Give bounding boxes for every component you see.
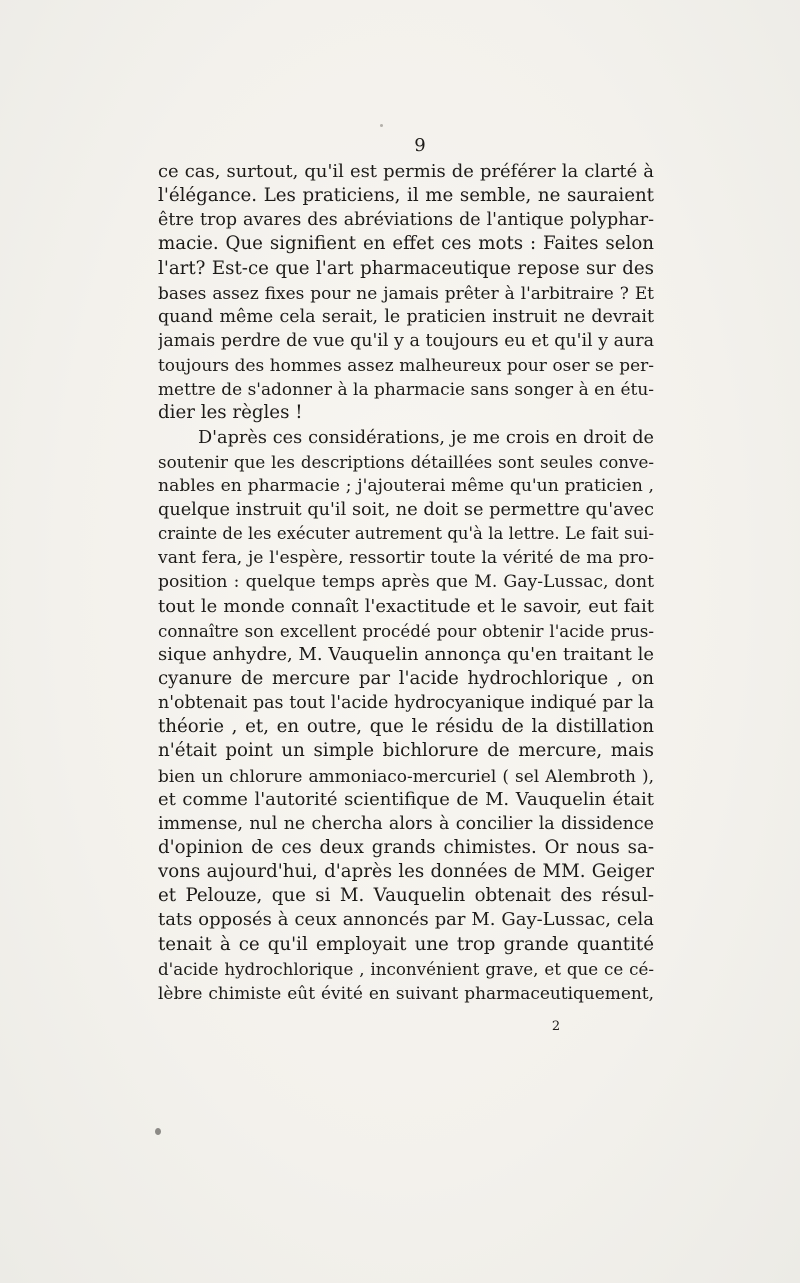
text-line: l'élégance. Les praticiens, il me semble, ne sauraient: [158, 185, 654, 207]
text-line: tats opposés à ceux annoncés par M. Gay-Lussac, cela: [158, 909, 654, 931]
page-number: 9: [414, 135, 426, 156]
text-line: immense, nul ne chercha alors à concilier la dissidence: [158, 813, 654, 834]
text-line: vant fera, je l'espère, ressortir toute la vérité de ma pro-: [158, 548, 654, 569]
ink-speck: [155, 1128, 161, 1135]
text-line: et Pelouze, que si M. Vauquelin obtenait des résul-: [158, 885, 654, 907]
text-line: soutenir que les descriptions détaillées sont seules conve-: [158, 451, 654, 472]
text-line: jamais perdre de vue qu'il y a toujours eu et qu'il y aura: [158, 330, 654, 351]
text-line: position : quelque temps après que M. Gay-Lussac, dont: [158, 572, 654, 593]
text-line: d'opinion de ces deux grands chimistes. Or nous sa-: [158, 836, 654, 858]
text-line: être trop avares des abréviations de l'antique polyphar-: [158, 210, 654, 231]
text-line: lèbre chimiste eût évité en suivant pharmaceutiquement,: [158, 982, 654, 1003]
text-line: et comme l'autorité scientifique de M. Vauquelin était: [158, 788, 654, 810]
text-line: vons aujourd'hui, d'après les données de MM. Geiger: [158, 861, 654, 883]
text-line: d'acide hydrochlorique , inconvénient grave, et que ce cé-: [158, 958, 654, 979]
text-line: dier les règles !: [158, 402, 303, 424]
text-line: bien un chlorure ammoniaco-mercuriel ( sel Alembroth ),: [158, 765, 654, 786]
text-line: n'était point un simple bichlorure de mercure, mais: [158, 740, 654, 762]
text-line: quand même cela serait, le praticien instruit ne devrait: [158, 306, 654, 327]
text-line: cyanure de mercure par l'acide hydrochlorique , on: [158, 667, 654, 689]
ink-speck: [380, 124, 383, 127]
text-line: mettre de s'adonner à la pharmacie sans songer à en étu-: [158, 379, 654, 400]
body-text: [158, 160, 654, 1005]
text-line: macie. Que signifient en effet ces mots : Faites selon: [158, 233, 654, 255]
text-line: nables en pharmacie ; j'ajouterai même qu'un praticien ,: [158, 475, 654, 496]
text-line: connaître son excellent procédé pour obtenir l'acide prus-: [158, 620, 654, 641]
text-line: tout le monde connaît l'exactitude et le savoir, eut fait: [158, 595, 654, 617]
text-line: l'art? Est-ce que l'art pharmaceutique repose sur des: [158, 257, 654, 279]
text-line: crainte de les exécuter autrement qu'à la lettre. Le fait sui-: [158, 524, 654, 544]
signature-mark: 2: [551, 1019, 561, 1034]
paragraph-start-line: D'après ces considérations, je me crois en droit de: [198, 427, 654, 448]
text-line: sique anhydre, M. Vauquelin annonça qu'en traitant le: [158, 643, 654, 665]
text-line: quelque instruit qu'il soit, ne doit se permettre qu'avec: [158, 499, 654, 520]
text-line: théorie , et, en outre, que le résidu de la distillation: [158, 716, 654, 738]
text-line: bases assez fixes pour ne jamais prêter à l'arbitraire ? Et: [158, 282, 654, 303]
text-line: toujours des hommes assez malheureux pour oser se per-: [158, 355, 654, 376]
text-line: ce cas, surtout, qu'il est permis de préférer la clarté à: [158, 161, 654, 182]
text-line: n'obtenait pas tout l'acide hydrocyanique indiqué par la: [158, 693, 654, 714]
text-line: tenait à ce qu'il employait une trop grande quantité: [158, 933, 654, 955]
